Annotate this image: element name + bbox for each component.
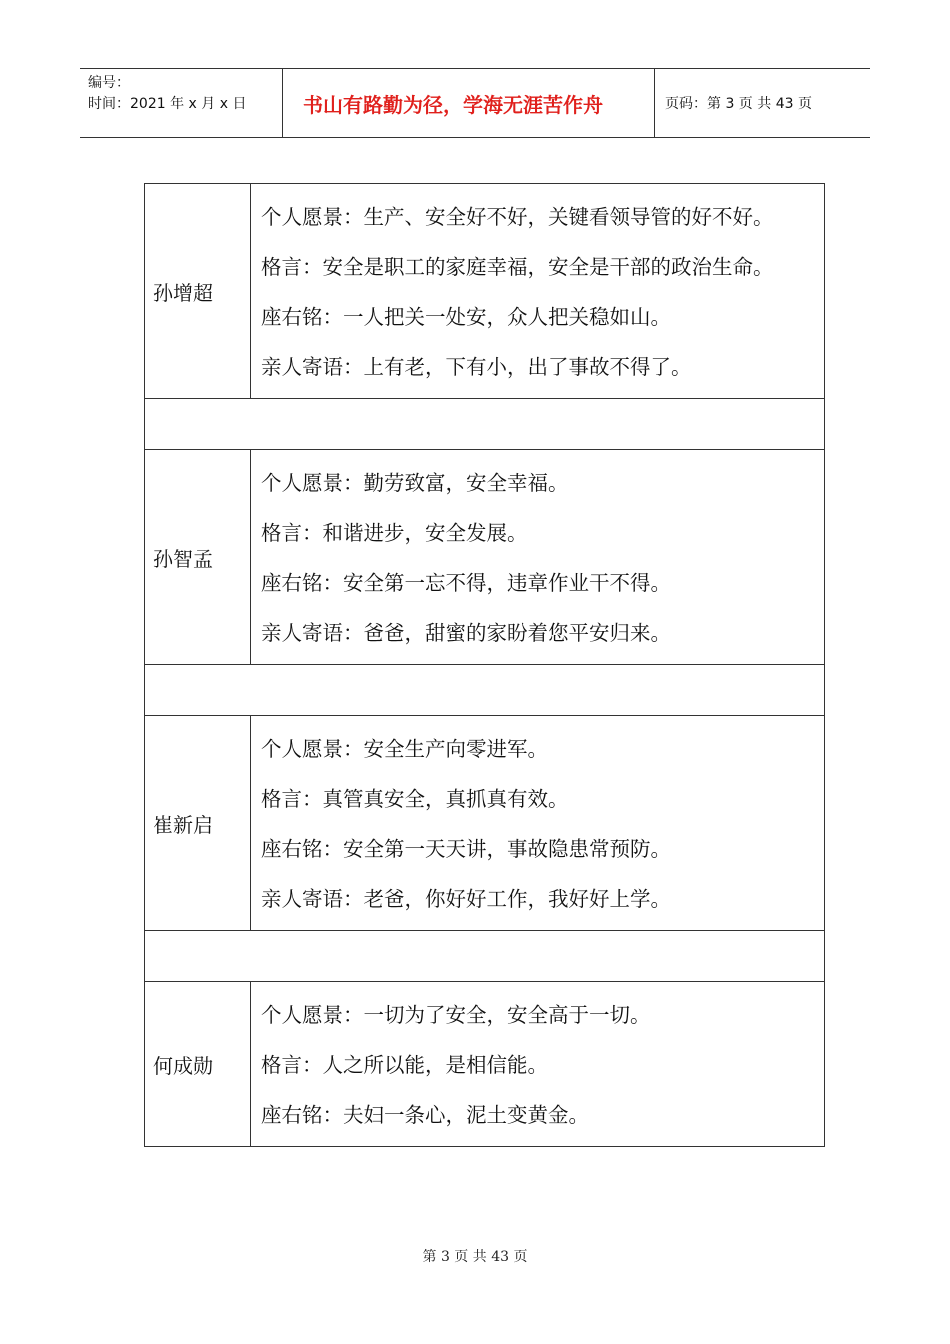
family-message-line: 亲人寄语：老爸，你好好工作，我好好上学。 [261, 887, 671, 911]
vision-line: 个人愿景：安全生产向零进军。 [261, 737, 548, 761]
person-content [251, 450, 824, 664]
family-message-line: 亲人寄语：爸爸，甜蜜的家盼着您平安归来。 [261, 621, 671, 645]
number-label: 编号： [88, 75, 130, 91]
vision-line: 个人愿景：勤劳致富，安全幸福。 [261, 471, 569, 495]
motto-line: 格言：和谐进步，安全发展。 [261, 521, 528, 545]
maxim-line: 座右铭：一人把关一处安，众人把关稳如山。 [261, 305, 671, 329]
empty-row [145, 399, 824, 450]
family-message-line: 亲人寄语：上有老，下有小，出了事故不得了。 [261, 355, 692, 379]
motto-line: 格言：真管真安全，真抓真有效。 [261, 787, 569, 811]
header-page-info: 页码：第 3 页 共 43 页 [665, 96, 812, 112]
table-row [145, 450, 824, 665]
person-name: 孙智孟 [145, 450, 251, 664]
person-content [251, 716, 824, 930]
maxim-line: 座右铭：夫妇一条心，泥土变黄金。 [261, 1103, 589, 1127]
person-name: 何成勋 [145, 982, 251, 1146]
maxim-line: 座右铭：安全第一天天讲，事故隐患常预防。 [261, 837, 671, 861]
vision-line: 个人愿景：生产、安全好不好，关键看领导管的好不好。 [261, 205, 774, 229]
table-row [145, 982, 824, 1146]
empty-row [145, 931, 824, 982]
page-footer: 第 3 页 共 43 页 [422, 1249, 528, 1265]
vision-table [144, 183, 825, 1147]
vision-line: 个人愿景：一切为了安全，安全高于一切。 [261, 1003, 651, 1027]
page-header [80, 68, 870, 138]
table-row [145, 716, 824, 931]
motto-line: 格言：人之所以能，是相信能。 [261, 1053, 548, 1077]
person-name: 孙增超 [145, 184, 251, 398]
header-meta [80, 69, 282, 137]
person-content [251, 184, 824, 398]
motto-line: 格言：安全是职工的家庭幸福，安全是干部的政治生命。 [261, 255, 774, 279]
maxim-line: 座右铭：安全第一忘不得，违章作业干不得。 [261, 571, 671, 595]
date-label: 时间：2021 年 x 月 x 日 [88, 96, 247, 112]
table-row [145, 184, 824, 399]
person-content [251, 982, 824, 1146]
header-motto: 书山有路勤为径，学海无涯苦作舟 [282, 69, 655, 137]
empty-row [145, 665, 824, 716]
person-name: 崔新启 [145, 716, 251, 930]
